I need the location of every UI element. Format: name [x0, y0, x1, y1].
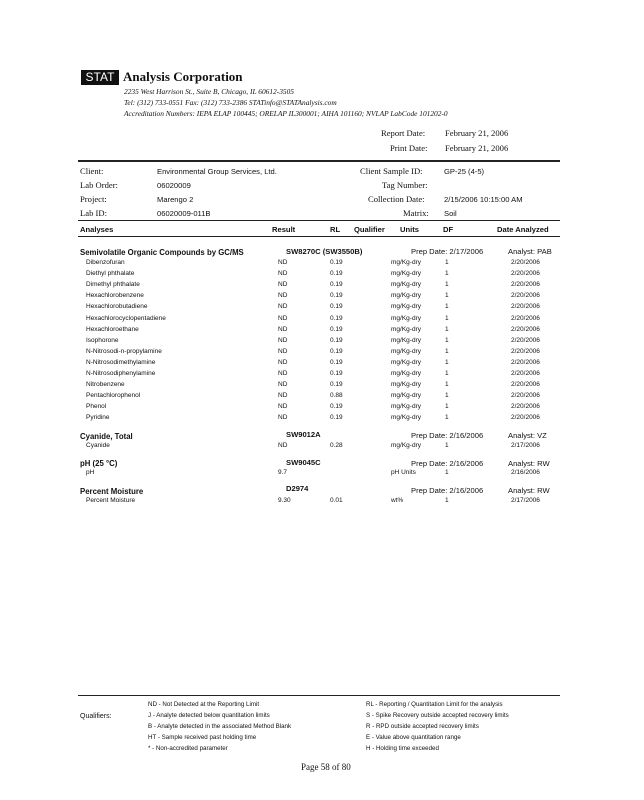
table-row [0, 326, 644, 337]
lab-order-label: Lab Order: [80, 180, 118, 190]
cell-units: wt% [391, 497, 404, 504]
cell-name: N-Nitrosodi-n-propylamine [86, 347, 162, 355]
collection-date-value: 2/15/2006 10:15:00 AM [444, 195, 523, 204]
table-row [0, 370, 644, 381]
cell-result: ND [278, 292, 288, 300]
cell-df: 1 [445, 403, 449, 411]
cell-rl: 0.19 [330, 270, 343, 278]
cell-df: 1 [445, 497, 449, 504]
table-row [0, 315, 644, 326]
cell-result: ND [278, 270, 288, 278]
cell-units: mg/Kg-dry [391, 314, 421, 322]
semivolatile-title: Semivolatile Organic Compounds by GC/MS [80, 248, 244, 257]
matrix-value: Soil [444, 209, 457, 218]
cell-units: mg/Kg-dry [391, 392, 421, 400]
print-date-value: February 21, 2006 [445, 143, 509, 153]
table-row [0, 403, 644, 414]
cell-name: Hexachlorobutadiene [86, 303, 148, 311]
table-row [0, 442, 644, 453]
cell-rl: 0.88 [330, 392, 343, 400]
lab-id-label: Lab ID: [80, 208, 107, 218]
qualifier-b: B - Analyte detected in the associated Method Blank [148, 723, 292, 730]
cell-result: ND [278, 336, 288, 344]
table-row [0, 292, 644, 303]
cell-result: ND [278, 392, 288, 400]
table-row [0, 469, 644, 480]
qualifier-r: R - RPD outside accepted recovery limits [366, 723, 479, 730]
cell-result: ND [278, 314, 288, 322]
cell-units: mg/Kg-dry [391, 381, 421, 389]
moisture-prep-date: Prep Date: 2/16/2006 [411, 486, 484, 495]
cell-date: 2/16/2006 [511, 469, 540, 476]
cell-rl: 0.19 [330, 381, 343, 389]
qualifier-rl: RL - Reporting / Quantitation Limit for the analysis [366, 701, 503, 708]
cell-date: 2/20/2006 [511, 303, 540, 311]
semivolatile-analyst: Analyst: PAB [508, 247, 552, 256]
cell-df: 1 [445, 270, 449, 278]
cell-result: ND [278, 281, 288, 289]
cell-df: 1 [445, 303, 449, 311]
cell-date: 2/20/2006 [511, 370, 540, 377]
cell-date: 2/20/2006 [511, 336, 540, 344]
qualifier-j: J - Analyte detected below quantitation limits [148, 712, 270, 719]
cell-units: mg/Kg-dry [391, 403, 421, 411]
collection-date-label: Collection Date: [368, 194, 425, 204]
table-row [0, 392, 644, 403]
cell-df: 1 [445, 358, 449, 366]
moisture-analyst: Analyst: RW [508, 486, 550, 495]
cell-units: mg/Kg-dry [391, 347, 421, 355]
col-result: Result [272, 225, 296, 234]
table-row [0, 281, 644, 292]
cell-df: 1 [445, 442, 449, 449]
qualifier-ht: HT - Sample received past holding time [148, 734, 257, 741]
cell-name: Pentachlorophenol [86, 392, 141, 400]
cell-result: ND [278, 347, 288, 355]
cell-rl: 0.19 [330, 314, 343, 322]
report-date-label: Report Date: [381, 128, 426, 138]
semivolatile-prep-date: Prep Date: 2/17/2006 [411, 247, 484, 256]
qualifier-e: E - Value above quantitation range [366, 734, 461, 741]
cell-rl: 0.19 [330, 259, 343, 266]
cell-units: mg/Kg-dry [391, 414, 421, 422]
cell-date: 2/20/2006 [511, 281, 540, 289]
cell-units: mg/Kg-dry [391, 270, 421, 278]
cell-rl: 0.19 [330, 292, 343, 300]
project-label: Project: [80, 194, 107, 204]
header-divider [78, 160, 560, 162]
cell-name: Pyridine [86, 414, 110, 422]
cell-units: mg/Kg-dry [391, 259, 421, 266]
cell-name: Hexachlorobenzene [86, 292, 144, 300]
cell-df: 1 [445, 381, 449, 389]
cell-date: 2/20/2006 [511, 347, 540, 355]
accreditation-numbers: Accreditation Numbers: IEPA ELAP 100445; ORELAP IL300001; AIHA 101160; NVLAP LabCode 101202-0 [124, 109, 448, 118]
cyanide-analyst: Analyst: VZ [508, 431, 547, 440]
company-contact: Tel: (312) 733-0551 Fax: (312) 733-2386 STATinfo@STATAnalysis.com [124, 98, 337, 107]
table-row [0, 381, 644, 392]
table-row [0, 348, 644, 359]
cell-name: Nitrobenzene [86, 381, 125, 389]
cell-units: mg/Kg-dry [391, 358, 421, 366]
client-sample-id-label: Client Sample ID: [360, 166, 423, 176]
cell-rl: 0.19 [330, 336, 343, 344]
cell-date: 2/20/2006 [511, 358, 540, 366]
cell-name: Isophorone [86, 336, 119, 344]
cell-date: 2/17/2006 [511, 497, 540, 504]
ph-prep-date: Prep Date: 2/16/2006 [411, 459, 484, 468]
ph-method: SW9045C [286, 458, 321, 467]
ph-title: pH (25 °C) [80, 459, 118, 468]
cell-result: ND [278, 403, 288, 411]
client-label: Client: [80, 166, 104, 176]
cell-date: 2/20/2006 [511, 414, 540, 422]
cell-rl: 0.19 [330, 358, 343, 366]
company-name: Analysis Corporation [123, 69, 243, 84]
cell-result: ND [278, 381, 288, 389]
cyanide-method: SW9012A [286, 430, 321, 439]
cyanide-prep-date: Prep Date: 2/16/2006 [411, 431, 484, 440]
cell-rl: 0.19 [330, 325, 343, 333]
cell-name: Diethyl phthalate [86, 270, 135, 278]
client-sample-id-value: GP-25 (4-5) [444, 167, 485, 176]
qualifier-h: H - Holding time exceeded [366, 745, 439, 752]
cell-rl: 0.19 [330, 403, 343, 411]
cell-result: ND [278, 414, 288, 422]
cell-name: Dimethyl phthalate [86, 281, 140, 289]
cyanide-title: Cyanide, Total [80, 432, 133, 441]
cell-rl: 0.19 [330, 281, 343, 289]
cell-rl: 0.01 [330, 497, 343, 504]
project-value: Marengo 2 [157, 195, 194, 204]
cell-rl: 0.28 [330, 442, 343, 449]
info-divider [78, 220, 560, 221]
cell-date: 2/20/2006 [511, 381, 540, 389]
cell-rl: 0.19 [330, 414, 343, 422]
ph-analyst: Analyst: RW [508, 459, 550, 468]
cell-units: pH Units [391, 469, 416, 476]
cell-result: ND [278, 358, 288, 366]
cell-name: Hexachlorocyclopentadiene [86, 314, 166, 322]
cell-units: mg/Kg-dry [391, 336, 421, 344]
col-rl: RL [330, 225, 341, 234]
cell-date: 2/20/2006 [511, 314, 540, 322]
qualifier-star: * - Non-accredited parameter [148, 745, 228, 752]
qualifier-nd: ND - Not Detected at the Reporting Limit [148, 701, 260, 708]
cell-result: ND [278, 259, 288, 266]
cell-rl: 0.19 [330, 347, 343, 355]
company-address: 2235 West Harrison St., Suite B, Chicago, IL 60612-3505 [124, 87, 294, 96]
qualifier-s: S - Spike Recovery outside accepted recovery limits [366, 712, 509, 719]
print-date-label: Print Date: [390, 143, 428, 153]
cell-result: ND [278, 303, 288, 311]
client-value: Environmental Group Services, Ltd. [157, 167, 277, 176]
company-logo: STAT [81, 70, 119, 85]
qualifiers-label: Qualifiers: [80, 713, 112, 720]
col-analyses: Analyses [80, 225, 114, 234]
cell-df: 1 [445, 336, 449, 344]
cell-name: Hexachloroethane [86, 325, 139, 333]
table-row [0, 259, 644, 270]
cell-result: 9.30 [278, 497, 291, 504]
cell-name: pH [86, 469, 95, 476]
table-row [0, 270, 644, 281]
cell-rl: 0.19 [330, 303, 343, 311]
table-row [0, 337, 644, 348]
cell-units: mg/Kg-dry [391, 292, 421, 300]
cell-date: 2/20/2006 [511, 259, 540, 266]
cell-date: 2/20/2006 [511, 403, 540, 411]
report-date-value: February 21, 2006 [445, 128, 509, 138]
cell-units: mg/Kg-dry [391, 442, 421, 449]
table-row [0, 497, 644, 508]
col-qualifier: Qualifier [354, 225, 385, 234]
cell-units: mg/Kg-dry [391, 303, 421, 311]
cell-date: 2/20/2006 [511, 325, 540, 333]
moisture-title: Percent Moisture [80, 487, 144, 496]
col-df: DF [443, 225, 454, 234]
semivolatile-method: SW8270C (SW3550B) [286, 247, 363, 256]
cell-result: 9.7 [278, 469, 288, 476]
page-number: Page 58 of 80 [301, 762, 351, 772]
cell-rl: 0.19 [330, 370, 343, 377]
cell-name: Dibenzofuran [86, 259, 125, 266]
cell-df: 1 [445, 392, 449, 400]
cell-df: 1 [445, 469, 449, 476]
table-row [0, 303, 644, 314]
cell-name: Percent Moisture [86, 497, 136, 504]
cell-date: 2/20/2006 [511, 392, 540, 400]
table-row [0, 414, 644, 425]
lab-order-value: 06020009 [157, 181, 191, 190]
cell-df: 1 [445, 259, 449, 266]
qualifier-divider [78, 695, 560, 696]
cell-units: mg/Kg-dry [391, 281, 421, 289]
cell-result: ND [278, 370, 288, 377]
cell-df: 1 [445, 414, 449, 422]
col-date-analyzed: Date Analyzed [497, 225, 549, 234]
cell-name: N-Nitrosodimethylamine [86, 358, 156, 366]
cell-units: mg/Kg-dry [391, 370, 421, 377]
col-units: Units [400, 225, 419, 234]
cell-name: Cyanide [86, 442, 110, 449]
matrix-label: Matrix: [403, 208, 429, 218]
moisture-method: D2974 [286, 484, 309, 493]
cell-date: 2/20/2006 [511, 270, 540, 278]
lab-id-value: 06020009-011B [157, 209, 211, 218]
cell-df: 1 [445, 347, 449, 355]
cell-date: 2/20/2006 [511, 292, 540, 300]
cell-date: 2/17/2006 [511, 442, 540, 449]
cell-name: Phenol [86, 403, 107, 411]
cell-df: 1 [445, 325, 449, 333]
cell-df: 1 [445, 314, 449, 322]
cell-df: 1 [445, 370, 449, 377]
cell-df: 1 [445, 292, 449, 300]
column-header-divider [78, 236, 560, 237]
cell-units: mg/Kg-dry [391, 325, 421, 333]
tag-number-label: Tag Number: [382, 180, 428, 190]
cell-name: N-Nitrosodiphenylamine [86, 370, 156, 377]
cell-result: ND [278, 325, 288, 333]
cell-result: ND [278, 442, 288, 449]
cell-df: 1 [445, 281, 449, 289]
table-row [0, 359, 644, 370]
